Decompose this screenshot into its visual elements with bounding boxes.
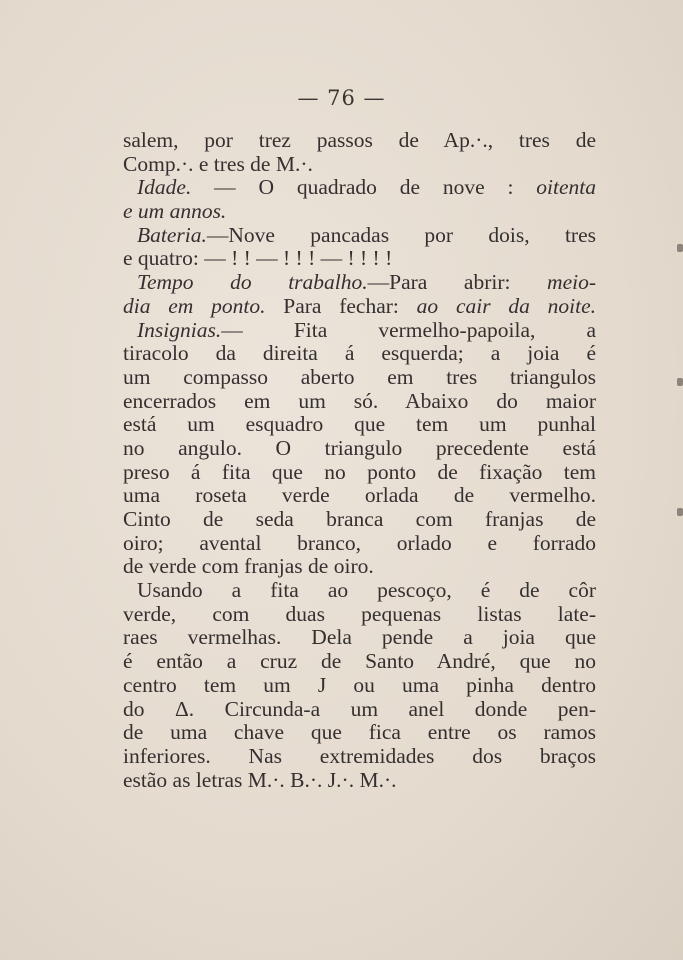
section-label-bateria: Bateria. — [137, 222, 207, 247]
text-line: Tempo do trabalho.—Para abrir: meio- — [137, 270, 596, 295]
text-line: Comp.·. e tres de M.·. — [123, 151, 313, 176]
text-line: está um esquadro que tem um punhal — [123, 412, 596, 437]
text-line: dia em ponto. Para fechar: ao cair da noite. — [123, 293, 597, 318]
page-edge-mark — [677, 244, 683, 252]
text-line: Insignias.— Fita vermelho-papoila, a — [137, 317, 596, 342]
body-text — [123, 129, 596, 792]
text-line: oiro; avental branco, orlado e forrado — [123, 530, 596, 555]
text-line: preso á fita que no ponto de fixação tem — [123, 459, 596, 484]
text-line: salem, por trez passos de Ap.·., tres de — [123, 128, 596, 152]
text-line: e um annos. — [123, 199, 227, 224]
text-line: no angulo. O triangulo precedente está — [123, 435, 596, 460]
text-line: do Δ. Circunda-a um anel donde pen- — [123, 696, 596, 721]
text-line: raes vermelhas. Dela pende a joia que — [123, 625, 596, 650]
section-label-insignias: Insignias. — [137, 317, 222, 342]
text-line: encerrados em um só. Abaixo do maior — [123, 388, 596, 413]
text-line: uma roseta verde orlada de vermelho. — [123, 483, 596, 508]
text-line: verde, com duas pequenas listas late- — [123, 601, 596, 626]
text-line: e quatro: — ! ! — ! ! ! — ! ! ! ! — [123, 246, 393, 271]
text-line: é então a cruz de Santo André, que no — [123, 649, 596, 674]
page-number: — 76 — — [297, 86, 386, 110]
text-line: um compasso aberto em tres triangulos — [123, 364, 596, 389]
text-line: de uma chave que fica entre os ramos — [123, 720, 596, 745]
text-line: tiracolo da direita á esquerda; a joia é — [123, 341, 596, 366]
text-line: centro tem um J ou uma pinha dentro — [123, 672, 596, 697]
text-line: Usando a fita ao pescoço, é de côr — [137, 578, 596, 603]
text-line: estão as letras M.·. B.·. J.·. M.·. — [123, 767, 397, 792]
section-label-idade: Idade. — [137, 175, 192, 200]
text-line: Cinto de seda branca com franjas de — [123, 507, 596, 531]
text-line: inferiores. Nas extremidades dos braços — [123, 743, 596, 768]
text-line: Bateria.—Nove pancadas por dois, tres — [137, 222, 596, 247]
section-label-tempo: Tempo do trabalho. — [137, 270, 368, 295]
text-line: Idade. — O quadrado de nove : oitenta — [137, 175, 596, 200]
page-edge-mark — [677, 378, 683, 386]
text-line: de verde com franjas de oiro. — [123, 554, 374, 579]
page-edge-mark — [677, 508, 683, 516]
